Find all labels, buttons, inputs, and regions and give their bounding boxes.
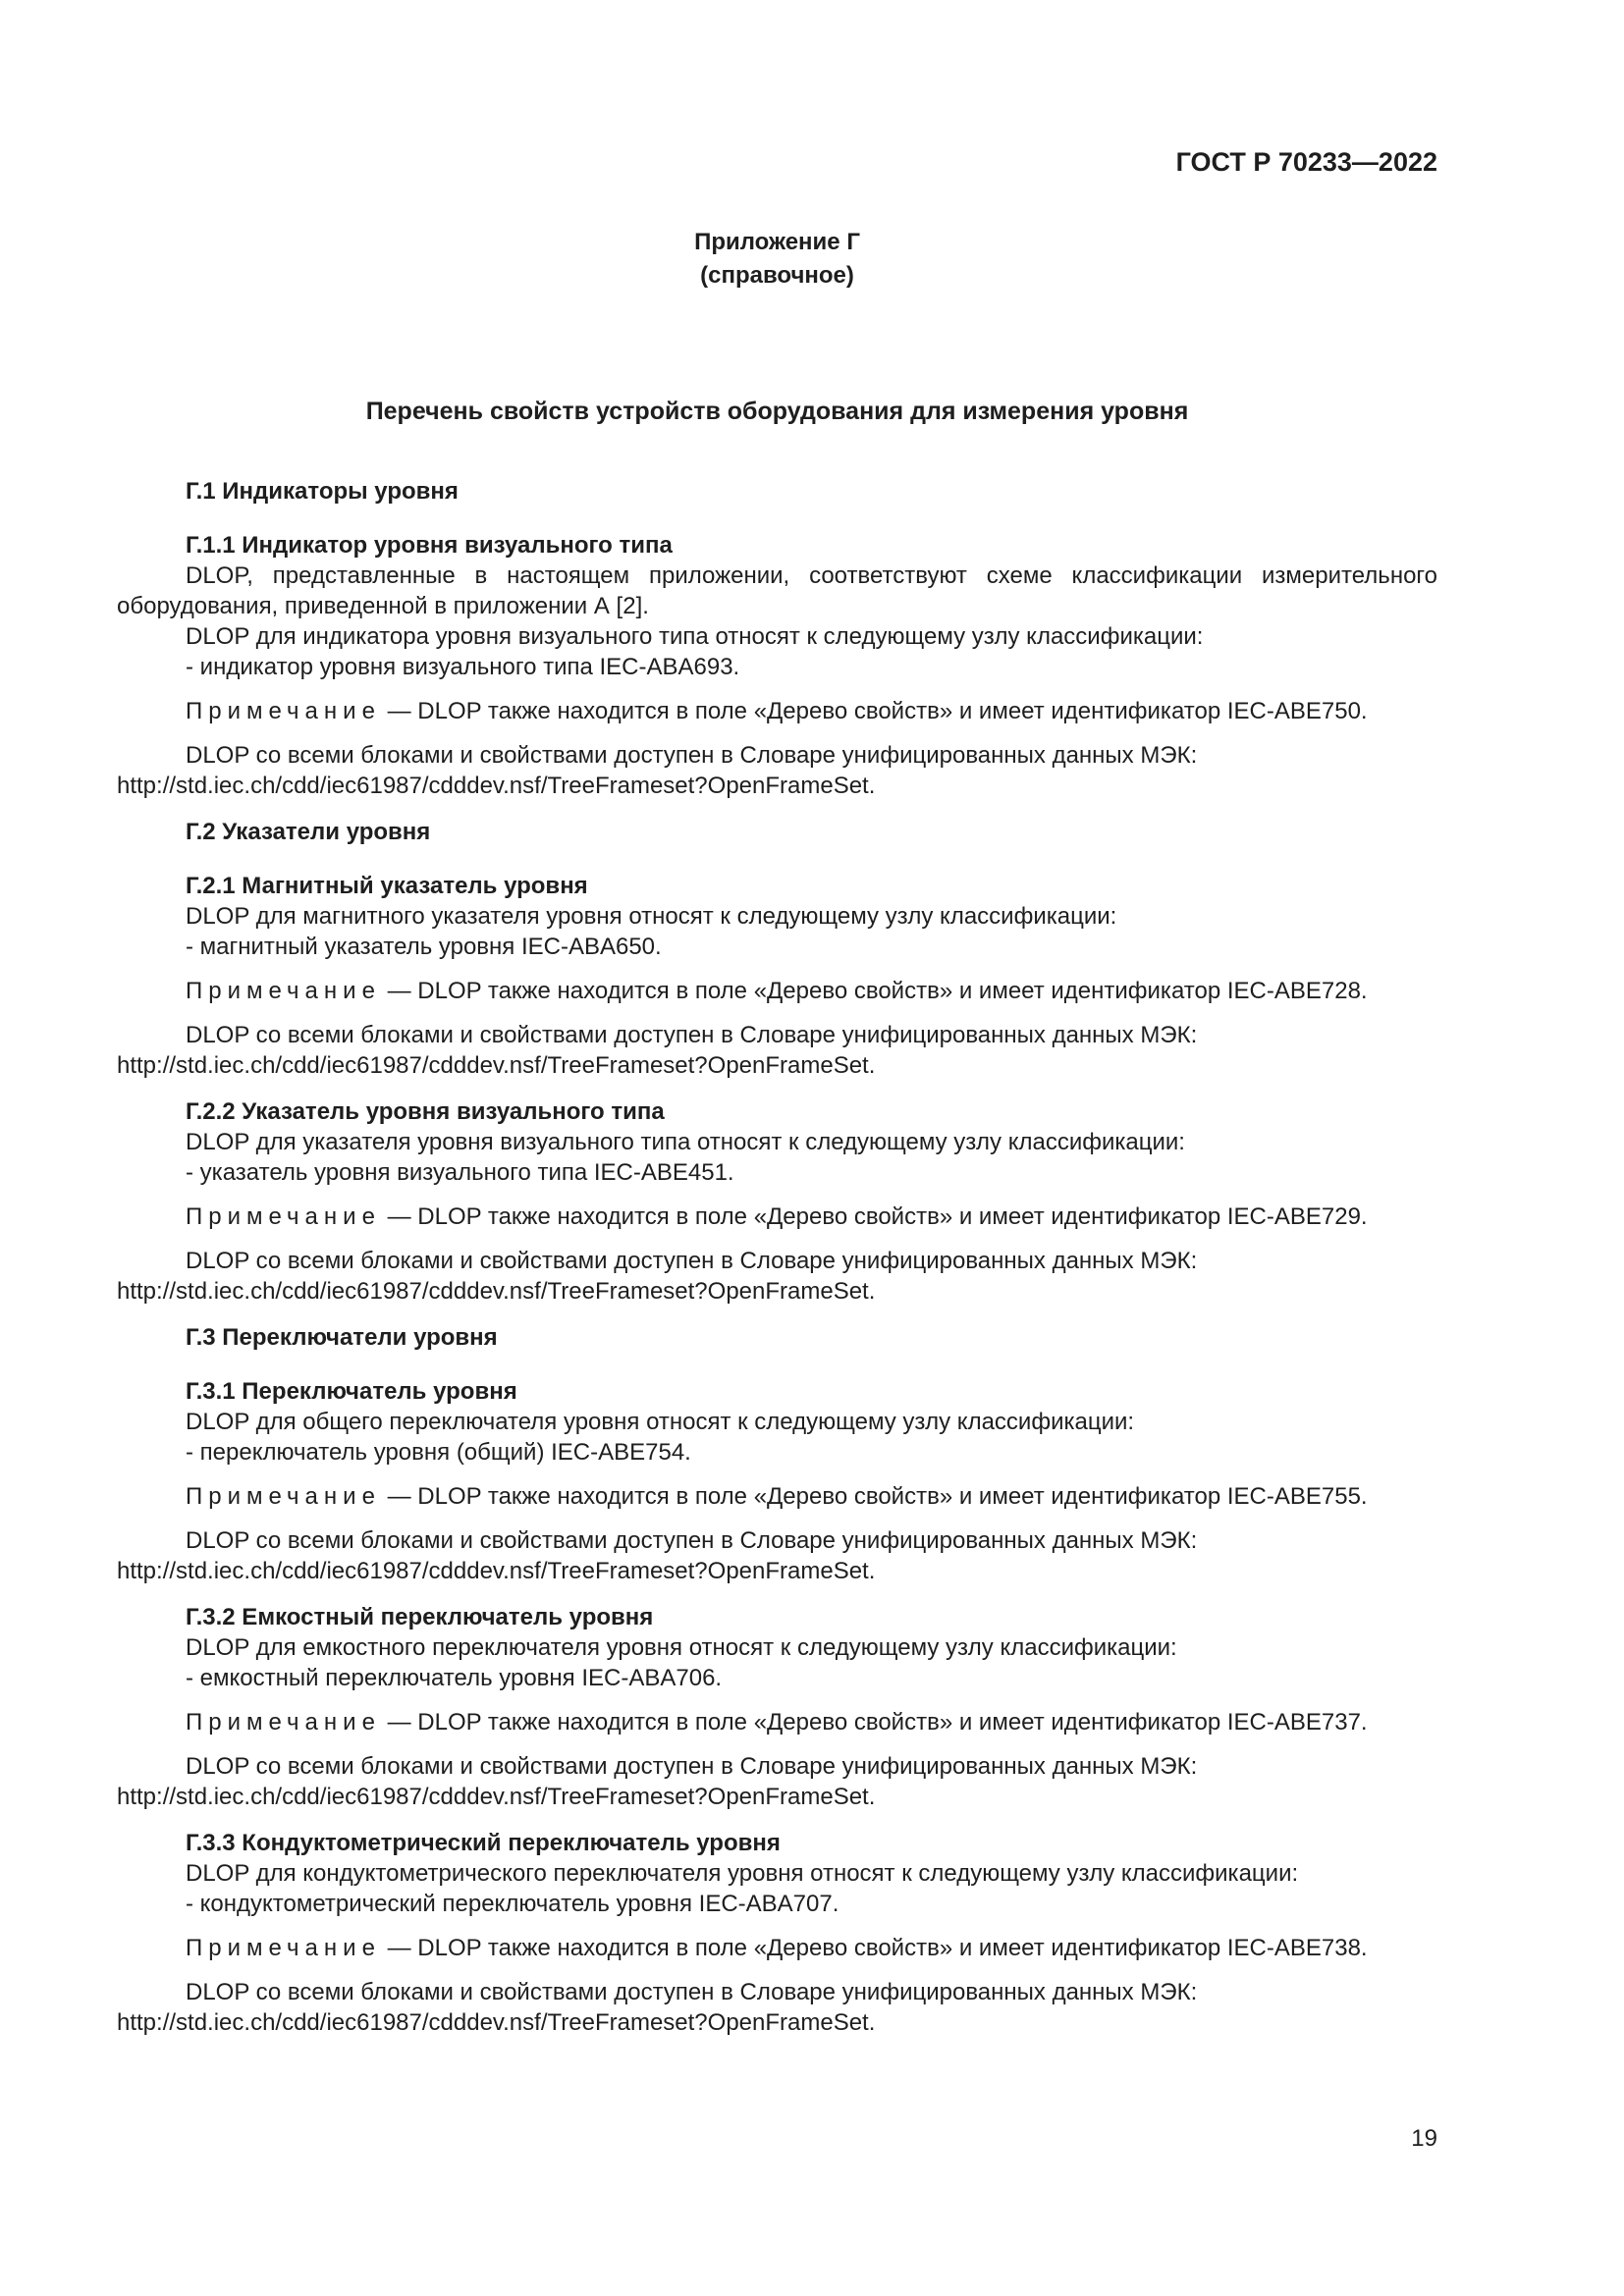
list-item: - переключатель уровня (общий) IEC-ABE754.: [186, 1439, 691, 1466]
note-text: DLOP также находится в поле «Дерево свойств» и имеет идентификатор IEC-ABE755.: [417, 1483, 1368, 1510]
paragraph: DLOP для указателя уровня визуального типа относят к следующему узлу классификации:: [186, 1129, 1185, 1155]
paragraph: DLOP, представленные в настоящем приложении, соответствуют схеме классификации измерительного оборудования, приведенной в приложении А [2].: [117, 562, 1437, 619]
paragraph: DLOP для индикатора уровня визуального типа относят к следующему узлу классификации:: [186, 623, 1204, 650]
note: [117, 1201, 1437, 1232]
subsection-heading: Г.3.1 Переключатель уровня: [186, 1378, 517, 1405]
list-item: - магнитный указатель уровня IEC-ABA650.: [186, 934, 662, 960]
note: [117, 696, 1437, 726]
note: [117, 1933, 1437, 1963]
list-item: - индикатор уровня визуального типа IEC-ABA693.: [186, 654, 740, 680]
note-separator: —: [380, 1935, 418, 1961]
paragraph: DLOP для общего переключателя уровня относят к следующему узлу классификации:: [186, 1409, 1135, 1435]
list-item: - указатель уровня визуального типа IEC-ABE451.: [186, 1159, 734, 1186]
note: [117, 1707, 1437, 1737]
section-heading: Г.2 Указатели уровня: [186, 819, 431, 845]
note-label: Примечание: [186, 1709, 381, 1735]
note-separator: —: [380, 698, 418, 724]
annex-title: Приложение Г: [694, 229, 860, 255]
cdd-reference: DLOP со всеми блоками и свойствами доступен в Словаре унифицированных данных МЭК: http://std.iec.ch/cdd/iec61987/cdddev.nsf/TreeFrameset?OpenFrameSet.: [117, 1979, 1198, 2036]
note-label: Примечание: [186, 1935, 381, 1961]
note-separator: —: [380, 978, 418, 1004]
note-text: DLOP также находится в поле «Дерево свойств» и имеет идентификатор IEC-ABE750.: [417, 698, 1368, 724]
cdd-reference: DLOP со всеми блоками и свойствами доступен в Словаре унифицированных данных МЭК: http://std.iec.ch/cdd/iec61987/cdddev.nsf/TreeFrameset?OpenFrameSet.: [117, 1022, 1198, 1079]
note: [117, 976, 1437, 1006]
note: [117, 1481, 1437, 1512]
note-label: Примечание: [186, 1483, 381, 1510]
subsection-heading: Г.2.1 Магнитный указатель уровня: [186, 873, 588, 899]
document-title: Перечень свойств устройств оборудования для измерения уровня: [365, 398, 1189, 425]
note-label: Примечание: [186, 1203, 381, 1230]
note-text: DLOP также находится в поле «Дерево свойств» и имеет идентификатор IEC-ABE729.: [417, 1203, 1368, 1230]
note-separator: —: [380, 1483, 418, 1510]
page-number: 19: [1411, 2125, 1437, 2152]
subsection-heading: Г.3.3 Кондуктометрический переключатель уровня: [186, 1830, 781, 1856]
document-body: [117, 476, 1437, 2054]
list-item: - емкостный переключатель уровня IEC-ABA706.: [186, 1665, 723, 1691]
note-text: DLOP также находится в поле «Дерево свойств» и имеет идентификатор IEC-ABE738.: [417, 1935, 1368, 1961]
subsection-heading: Г.1.1 Индикатор уровня визуального типа: [186, 532, 673, 559]
note-label: Примечание: [186, 978, 381, 1004]
annex-heading: [117, 226, 1437, 293]
cdd-reference: DLOP со всеми блоками и свойствами доступен в Словаре унифицированных данных МЭК: http://std.iec.ch/cdd/iec61987/cdddev.nsf/TreeFrameset?OpenFrameSet.: [117, 1753, 1198, 1810]
list-item: - кондуктометрический переключатель уровня IEC-ABA707.: [186, 1891, 839, 1917]
paragraph: DLOP для емкостного переключателя уровня относят к следующему узлу классификации:: [186, 1634, 1177, 1661]
note-label: Примечание: [186, 698, 381, 724]
subsection-heading: Г.2.2 Указатель уровня визуального типа: [186, 1098, 665, 1125]
note-separator: —: [380, 1203, 418, 1230]
note-text: DLOP также находится в поле «Дерево свойств» и имеет идентификатор IEC-ABE737.: [417, 1709, 1368, 1735]
cdd-reference: DLOP со всеми блоками и свойствами доступен в Словаре унифицированных данных МЭК: http://std.iec.ch/cdd/iec61987/cdddev.nsf/TreeFrameset?OpenFrameSet.: [117, 1248, 1198, 1305]
paragraph: DLOP для магнитного указателя уровня относят к следующему узлу классификации:: [186, 903, 1117, 930]
section-heading: Г.3 Переключатели уровня: [186, 1324, 498, 1351]
annex-type: (справочное): [700, 262, 854, 289]
standard-code: ГОСТ Р 70233—2022: [1175, 147, 1437, 177]
paragraph: DLOP для кондуктометрического переключателя уровня относят к следующему узлу классификации:: [186, 1860, 1299, 1887]
cdd-reference: DLOP со всеми блоками и свойствами доступен в Словаре унифицированных данных МЭК: http://std.iec.ch/cdd/iec61987/cdddev.nsf/TreeFrameset?OpenFrameSet.: [117, 742, 1198, 799]
note-separator: —: [380, 1709, 418, 1735]
note-text: DLOP также находится в поле «Дерево свойств» и имеет идентификатор IEC-ABE728.: [417, 978, 1368, 1004]
cdd-reference: DLOP со всеми блоками и свойствами доступен в Словаре унифицированных данных МЭК: http://std.iec.ch/cdd/iec61987/cdddev.nsf/TreeFrameset?OpenFrameSet.: [117, 1527, 1198, 1584]
subsection-heading: Г.3.2 Емкостный переключатель уровня: [186, 1604, 654, 1630]
section-heading: Г.1 Индикаторы уровня: [186, 478, 459, 505]
